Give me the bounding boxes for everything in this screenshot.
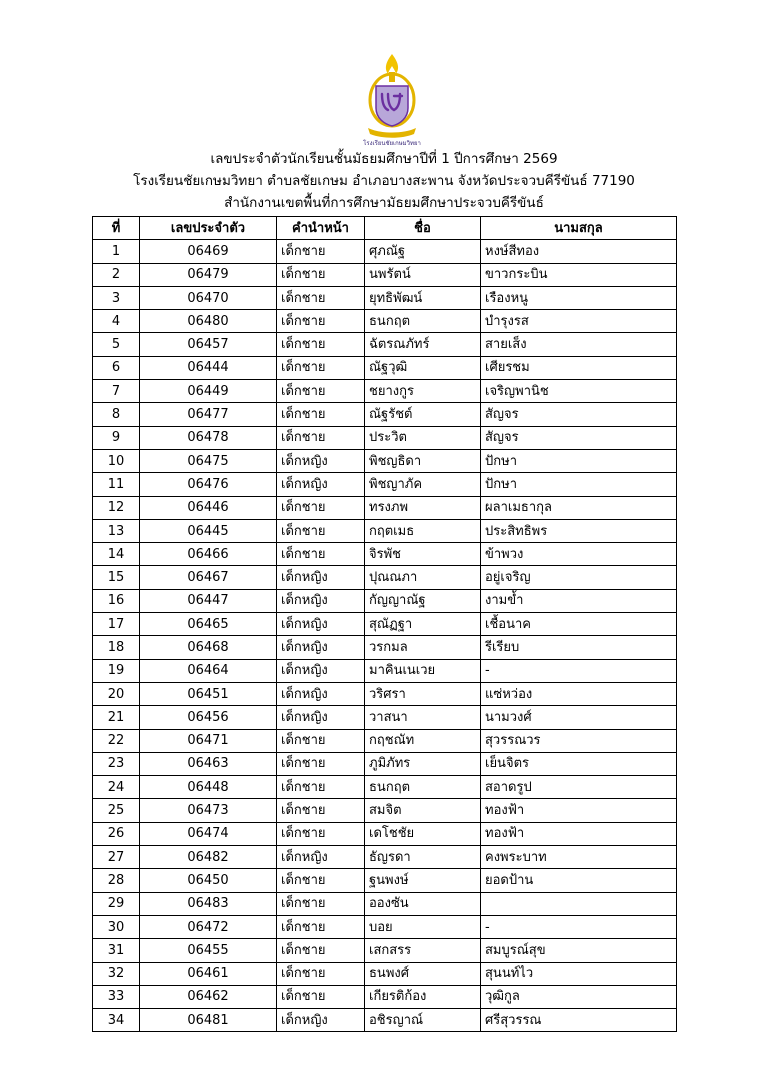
student-id-cell: 06473 bbox=[140, 799, 277, 822]
last-name-cell: รีเรียบ bbox=[481, 636, 677, 659]
row-number-cell: 7 bbox=[93, 380, 140, 403]
first-name-cell: สุณัฏฐา bbox=[365, 613, 481, 636]
row-number-cell: 15 bbox=[93, 566, 140, 589]
row-number-cell: 16 bbox=[93, 589, 140, 612]
first-name-cell: กฤตเมธ bbox=[365, 519, 481, 542]
first-name-cell: ธนกฤต bbox=[365, 310, 481, 333]
first-name-cell: ธนพงศ์ bbox=[365, 962, 481, 985]
student-id-cell: 06446 bbox=[140, 496, 277, 519]
title-line-2: โรงเรียนชัยเกษมวิทยา ตำบลชัยเกษม อำเภอบางสะพาน จังหวัดประจวบคีรีขันธ์ 77190 bbox=[133, 173, 635, 189]
name-prefix-cell: เด็กชาย bbox=[277, 519, 365, 542]
name-prefix-cell: เด็กหญิง bbox=[277, 682, 365, 705]
name-prefix-cell: เด็กชาย bbox=[277, 240, 365, 263]
school-logo bbox=[354, 50, 430, 150]
name-prefix-cell: เด็กหญิง bbox=[277, 589, 365, 612]
last-name-cell: นามวงศ์ bbox=[481, 706, 677, 729]
last-name-cell: เชื้อนาค bbox=[481, 613, 677, 636]
student-id-cell: 06480 bbox=[140, 310, 277, 333]
first-name-cell: ฉัตรณภัทร์ bbox=[365, 333, 481, 356]
last-name-cell: สัญจร bbox=[481, 403, 677, 426]
row-number-cell: 29 bbox=[93, 892, 140, 915]
row-number-cell: 12 bbox=[93, 496, 140, 519]
last-name-cell: สัญจร bbox=[481, 426, 677, 449]
row-number-cell: 13 bbox=[93, 519, 140, 542]
table-row bbox=[93, 869, 677, 892]
table-row bbox=[93, 985, 677, 1008]
table-row bbox=[93, 613, 677, 636]
table-row bbox=[93, 403, 677, 426]
row-number-cell: 11 bbox=[93, 473, 140, 496]
row-number-cell: 31 bbox=[93, 939, 140, 962]
first-name-cell: ประวิต bbox=[365, 426, 481, 449]
name-prefix-cell: เด็กหญิง bbox=[277, 1009, 365, 1032]
last-name-cell: ทองฟ้า bbox=[481, 822, 677, 845]
table-row bbox=[93, 915, 677, 938]
row-number-cell: 25 bbox=[93, 799, 140, 822]
student-id-cell: 06474 bbox=[140, 822, 277, 845]
first-name-cell: ธนกฤต bbox=[365, 776, 481, 799]
name-prefix-cell: เด็กชาย bbox=[277, 869, 365, 892]
table-row bbox=[93, 682, 677, 705]
table-row bbox=[93, 449, 677, 472]
row-number-cell: 1 bbox=[93, 240, 140, 263]
last-name-cell: - bbox=[481, 659, 677, 682]
last-name-cell: สายเส็ง bbox=[481, 333, 677, 356]
student-id-cell: 06466 bbox=[140, 543, 277, 566]
name-prefix-cell: เด็กชาย bbox=[277, 310, 365, 333]
student-id-cell: 06451 bbox=[140, 682, 277, 705]
row-number-cell: 27 bbox=[93, 846, 140, 869]
first-name-cell: ชยางกูร bbox=[365, 380, 481, 403]
first-name-cell: ฐนพงษ์ bbox=[365, 869, 481, 892]
row-number-cell: 9 bbox=[93, 426, 140, 449]
name-prefix-cell: เด็กชาย bbox=[277, 822, 365, 845]
table-row bbox=[93, 822, 677, 845]
student-id-cell: 06478 bbox=[140, 426, 277, 449]
flame-shape bbox=[386, 54, 398, 74]
table-row bbox=[93, 589, 677, 612]
student-id-cell: 06455 bbox=[140, 939, 277, 962]
column-header-name: ชื่อ bbox=[365, 217, 481, 240]
first-name-cell: วรกมล bbox=[365, 636, 481, 659]
student-id-cell: 06465 bbox=[140, 613, 277, 636]
row-number-cell: 10 bbox=[93, 449, 140, 472]
table-row bbox=[93, 892, 677, 915]
row-number-cell: 28 bbox=[93, 869, 140, 892]
last-name-cell: ปักษา bbox=[481, 473, 677, 496]
row-number-cell: 23 bbox=[93, 752, 140, 775]
last-name-cell: ข้าพวง bbox=[481, 543, 677, 566]
last-name-cell: สมบูรณ์สุข bbox=[481, 939, 677, 962]
first-name-cell: ธัญรดา bbox=[365, 846, 481, 869]
first-name-cell: วริศรา bbox=[365, 682, 481, 705]
shield-shape bbox=[376, 86, 408, 126]
name-prefix-cell: เด็กชาย bbox=[277, 496, 365, 519]
first-name-cell: บอย bbox=[365, 915, 481, 938]
table-body bbox=[93, 240, 677, 1032]
name-prefix-cell: เด็กหญิง bbox=[277, 613, 365, 636]
student-id-cell: 06482 bbox=[140, 846, 277, 869]
row-number-cell: 18 bbox=[93, 636, 140, 659]
table-row bbox=[93, 333, 677, 356]
name-prefix-cell: เด็กหญิง bbox=[277, 846, 365, 869]
name-prefix-cell: เด็กหญิง bbox=[277, 449, 365, 472]
name-prefix-cell: เด็กชาย bbox=[277, 915, 365, 938]
name-prefix-cell: เด็กชาย bbox=[277, 263, 365, 286]
row-number-cell: 3 bbox=[93, 286, 140, 309]
student-id-cell: 06449 bbox=[140, 380, 277, 403]
table-row bbox=[93, 240, 677, 263]
first-name-cell: อชิรญาณ์ bbox=[365, 1009, 481, 1032]
last-name-cell: วุฒิกูล bbox=[481, 985, 677, 1008]
first-name-cell: จิรพัช bbox=[365, 543, 481, 566]
last-name-cell: ศรีสุวรรณ bbox=[481, 1009, 677, 1032]
table-row bbox=[93, 846, 677, 869]
table-row bbox=[93, 566, 677, 589]
first-name-cell: ณัฐรัชต์ bbox=[365, 403, 481, 426]
table-row bbox=[93, 496, 677, 519]
student-id-cell: 06469 bbox=[140, 240, 277, 263]
name-prefix-cell: เด็กหญิง bbox=[277, 659, 365, 682]
name-prefix-cell: เด็กชาย bbox=[277, 356, 365, 379]
row-number-cell: 4 bbox=[93, 310, 140, 333]
ribbon-shape bbox=[368, 128, 416, 138]
first-name-cell: เสกสรร bbox=[365, 939, 481, 962]
first-name-cell: ปุณณภา bbox=[365, 566, 481, 589]
row-number-cell: 33 bbox=[93, 985, 140, 1008]
last-name-cell bbox=[481, 892, 677, 915]
row-number-cell: 21 bbox=[93, 706, 140, 729]
student-id-cell: 06461 bbox=[140, 962, 277, 985]
student-id-cell: 06476 bbox=[140, 473, 277, 496]
last-name-cell: คงพระบาท bbox=[481, 846, 677, 869]
first-name-cell: กัญญาณัฐ bbox=[365, 589, 481, 612]
first-name-cell: อองซัน bbox=[365, 892, 481, 915]
logo-caption: โรงเรียนชัยเกษมวิทยา bbox=[363, 140, 421, 147]
last-name-cell: ปักษา bbox=[481, 449, 677, 472]
name-prefix-cell: เด็กชาย bbox=[277, 939, 365, 962]
last-name-cell: หงษ์สีทอง bbox=[481, 240, 677, 263]
name-prefix-cell: เด็กหญิง bbox=[277, 636, 365, 659]
student-id-cell: 06450 bbox=[140, 869, 277, 892]
student-id-cell: 06444 bbox=[140, 356, 277, 379]
name-prefix-cell: เด็กชาย bbox=[277, 799, 365, 822]
table-row bbox=[93, 659, 677, 682]
name-prefix-cell: เด็กชาย bbox=[277, 962, 365, 985]
last-name-cell: งามข้ำ bbox=[481, 589, 677, 612]
first-name-cell: เดโชชัย bbox=[365, 822, 481, 845]
student-id-cell: 06445 bbox=[140, 519, 277, 542]
row-number-cell: 2 bbox=[93, 263, 140, 286]
student-id-cell: 06468 bbox=[140, 636, 277, 659]
table-row bbox=[93, 380, 677, 403]
table-row bbox=[93, 636, 677, 659]
table-row bbox=[93, 356, 677, 379]
last-name-cell: เย็นจิตร bbox=[481, 752, 677, 775]
document-header bbox=[0, 148, 768, 214]
last-name-cell: สอาดรูป bbox=[481, 776, 677, 799]
table-row bbox=[93, 799, 677, 822]
last-name-cell: สุวรรณวร bbox=[481, 729, 677, 752]
student-id-cell: 06463 bbox=[140, 752, 277, 775]
first-name-cell: ณัฐวุฒิ bbox=[365, 356, 481, 379]
table-row bbox=[93, 426, 677, 449]
first-name-cell: พิชญธิดา bbox=[365, 449, 481, 472]
name-prefix-cell: เด็กหญิง bbox=[277, 473, 365, 496]
last-name-cell: ประสิทธิพร bbox=[481, 519, 677, 542]
name-prefix-cell: เด็กชาย bbox=[277, 380, 365, 403]
student-id-cell: 06464 bbox=[140, 659, 277, 682]
table-row bbox=[93, 286, 677, 309]
row-number-cell: 22 bbox=[93, 729, 140, 752]
student-table bbox=[92, 216, 677, 1032]
student-id-cell: 06477 bbox=[140, 403, 277, 426]
last-name-cell: สุนนท์ไว bbox=[481, 962, 677, 985]
title-line-3: สำนักงานเขตพื้นที่การศึกษามัธยมศึกษาประจวบคีรีขันธ์ bbox=[224, 195, 544, 211]
row-number-cell: 5 bbox=[93, 333, 140, 356]
table-row bbox=[93, 1009, 677, 1032]
row-number-cell: 20 bbox=[93, 682, 140, 705]
name-prefix-cell: เด็กชาย bbox=[277, 426, 365, 449]
table-row bbox=[93, 962, 677, 985]
student-id-cell: 06479 bbox=[140, 263, 277, 286]
student-id-cell: 06481 bbox=[140, 1009, 277, 1032]
name-prefix-cell: เด็กชาย bbox=[277, 333, 365, 356]
first-name-cell: เกียรติก้อง bbox=[365, 985, 481, 1008]
row-number-cell: 26 bbox=[93, 822, 140, 845]
student-id-cell: 06447 bbox=[140, 589, 277, 612]
last-name-cell: เจริญพานิช bbox=[481, 380, 677, 403]
column-header-prefix: คำนำหน้า bbox=[277, 217, 365, 240]
last-name-cell: ทองฟ้า bbox=[481, 799, 677, 822]
student-id-cell: 06472 bbox=[140, 915, 277, 938]
student-id-cell: 06471 bbox=[140, 729, 277, 752]
name-prefix-cell: เด็กชาย bbox=[277, 729, 365, 752]
first-name-cell: กฤชณัท bbox=[365, 729, 481, 752]
table-row bbox=[93, 752, 677, 775]
row-number-cell: 6 bbox=[93, 356, 140, 379]
row-number-cell: 24 bbox=[93, 776, 140, 799]
name-prefix-cell: เด็กชาย bbox=[277, 776, 365, 799]
name-prefix-cell: เด็กชาย bbox=[277, 543, 365, 566]
name-prefix-cell: เด็กหญิง bbox=[277, 706, 365, 729]
table-row bbox=[93, 939, 677, 962]
table-row bbox=[93, 543, 677, 566]
column-header-id: เลขประจำตัว bbox=[140, 217, 277, 240]
table-row bbox=[93, 263, 677, 286]
student-id-cell: 06456 bbox=[140, 706, 277, 729]
row-number-cell: 17 bbox=[93, 613, 140, 636]
first-name-cell: ศุภณัฐ bbox=[365, 240, 481, 263]
row-number-cell: 32 bbox=[93, 962, 140, 985]
student-id-cell: 06483 bbox=[140, 892, 277, 915]
last-name-cell: ยอดป้าน bbox=[481, 869, 677, 892]
first-name-cell: ภูมิภัทร bbox=[365, 752, 481, 775]
last-name-cell: ขาวกระบิน bbox=[481, 263, 677, 286]
name-prefix-cell: เด็กชาย bbox=[277, 892, 365, 915]
last-name-cell: ผลาเมธากุล bbox=[481, 496, 677, 519]
student-id-cell: 06462 bbox=[140, 985, 277, 1008]
student-id-cell: 06448 bbox=[140, 776, 277, 799]
school-crest-icon bbox=[354, 50, 430, 140]
table-row bbox=[93, 776, 677, 799]
row-number-cell: 34 bbox=[93, 1009, 140, 1032]
table-header-row bbox=[93, 217, 677, 240]
first-name-cell: ยุทธิพัฒน์ bbox=[365, 286, 481, 309]
student-id-cell: 06470 bbox=[140, 286, 277, 309]
last-name-cell: เศียรชม bbox=[481, 356, 677, 379]
column-header-no: ที่ bbox=[93, 217, 140, 240]
column-header-surname: นามสกุล bbox=[481, 217, 677, 240]
first-name-cell: นพรัตน์ bbox=[365, 263, 481, 286]
first-name-cell: พิชญาภัค bbox=[365, 473, 481, 496]
student-id-cell: 06467 bbox=[140, 566, 277, 589]
row-number-cell: 30 bbox=[93, 915, 140, 938]
name-prefix-cell: เด็กชาย bbox=[277, 985, 365, 1008]
first-name-cell: สมจิต bbox=[365, 799, 481, 822]
table-row bbox=[93, 473, 677, 496]
last-name-cell: แซ่หว่อง bbox=[481, 682, 677, 705]
last-name-cell: - bbox=[481, 915, 677, 938]
name-prefix-cell: เด็กชาย bbox=[277, 752, 365, 775]
last-name-cell: เรืองหนู bbox=[481, 286, 677, 309]
first-name-cell: มาคินเนเวย bbox=[365, 659, 481, 682]
last-name-cell: บำรุงรส bbox=[481, 310, 677, 333]
last-name-cell: อยู่เจริญ bbox=[481, 566, 677, 589]
row-number-cell: 19 bbox=[93, 659, 140, 682]
name-prefix-cell: เด็กชาย bbox=[277, 403, 365, 426]
table-row bbox=[93, 519, 677, 542]
table-row bbox=[93, 310, 677, 333]
table-row bbox=[93, 729, 677, 752]
name-prefix-cell: เด็กชาย bbox=[277, 286, 365, 309]
row-number-cell: 14 bbox=[93, 543, 140, 566]
student-id-cell: 06475 bbox=[140, 449, 277, 472]
first-name-cell: วาสนา bbox=[365, 706, 481, 729]
title-line-1: เลขประจำตัวนักเรียนชั้นมัธยมศึกษาปีที่ 1 ปีการศึกษา 2569 bbox=[210, 151, 558, 167]
row-number-cell: 8 bbox=[93, 403, 140, 426]
student-id-cell: 06457 bbox=[140, 333, 277, 356]
table-row bbox=[93, 706, 677, 729]
first-name-cell: ทรงภพ bbox=[365, 496, 481, 519]
flame-stem bbox=[389, 72, 395, 82]
name-prefix-cell: เด็กหญิง bbox=[277, 566, 365, 589]
